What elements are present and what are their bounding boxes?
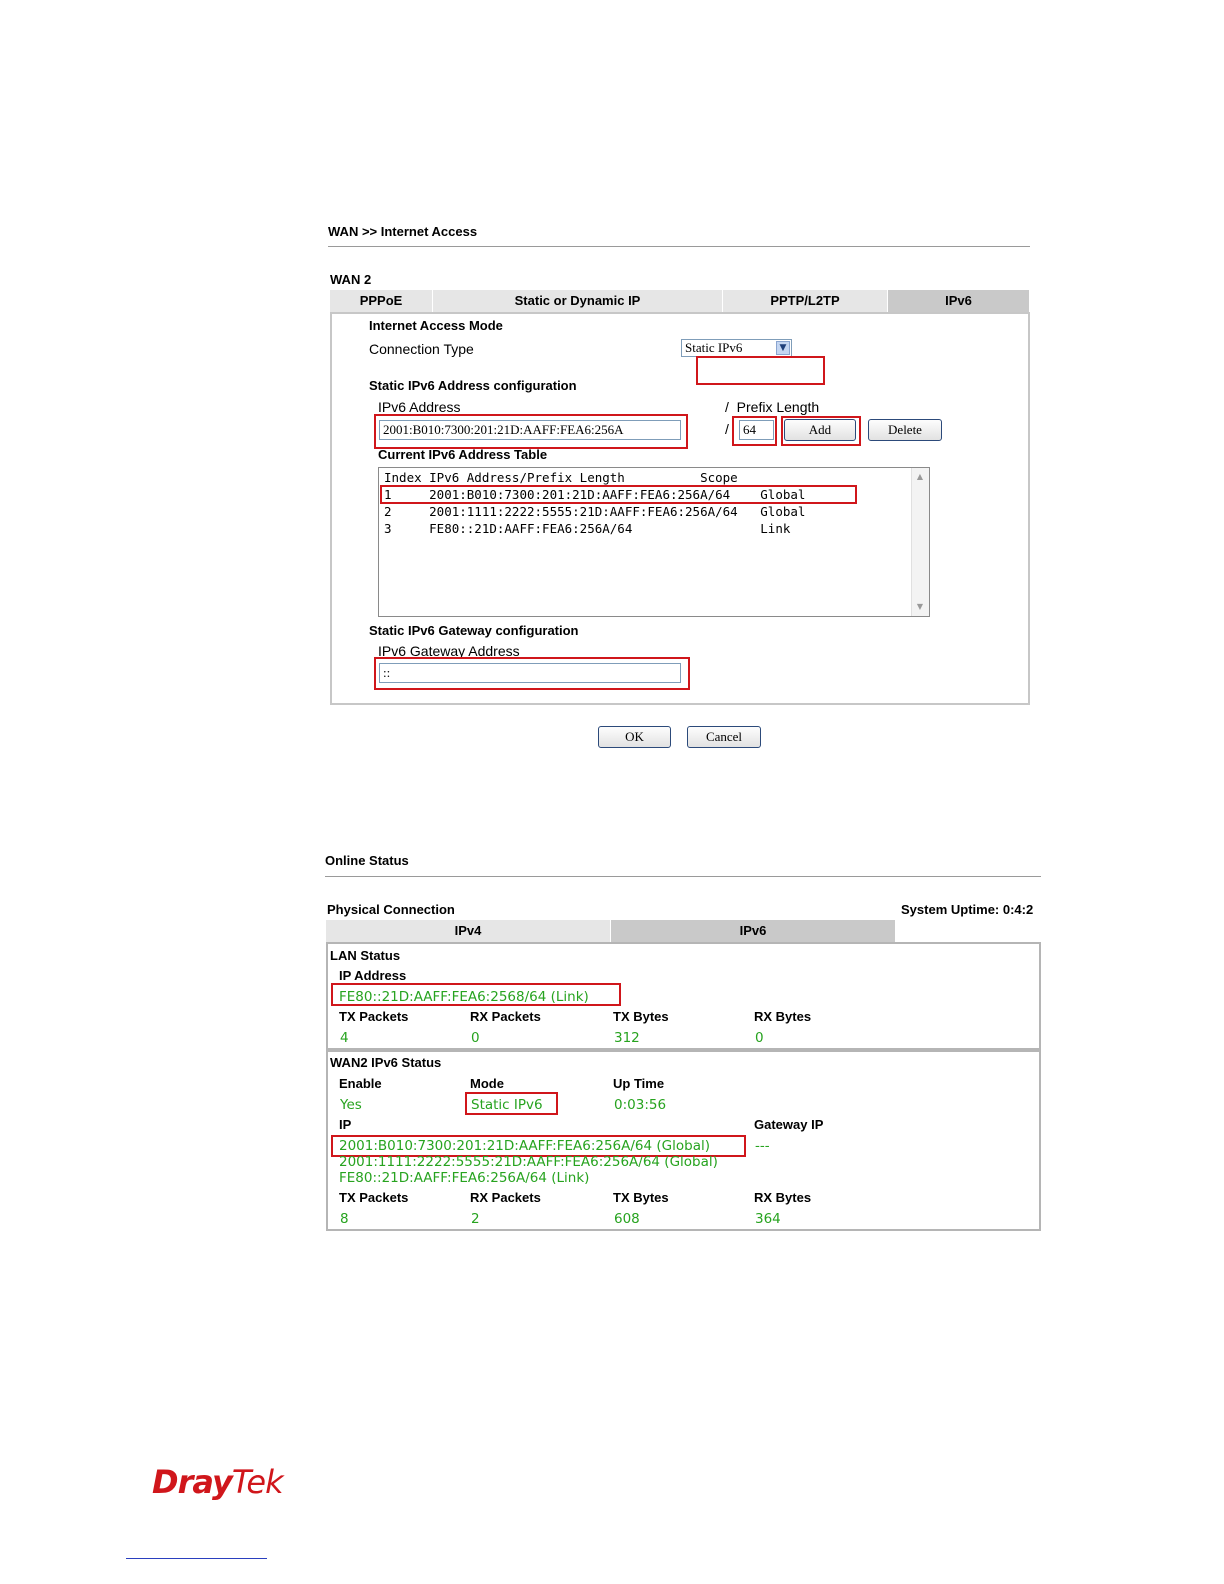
- internet-access-mode-heading: Internet Access Mode: [369, 318, 503, 333]
- status-tab-bar: [326, 920, 896, 942]
- wan2-ip-value: 2001:B010:7300:201:21D:AAFF:FEA6:256A/64 (Global): [339, 1138, 710, 1154]
- highlight-lan-ip: [331, 983, 621, 1006]
- address-table-heading: Current IPv6 Address Table: [378, 447, 548, 462]
- wan2-ip-value: FE80::21D:AAFF:FEA6:256A/64 (Link): [339, 1170, 590, 1186]
- divider: [328, 246, 1030, 247]
- section-title: WAN 2: [330, 272, 372, 287]
- wan2-gateway-label: Gateway IP: [754, 1117, 824, 1132]
- draytek-logo: [152, 1463, 283, 1501]
- scroll-down-icon[interactable]: ▼: [916, 602, 924, 611]
- lan-tx-bytes-label: TX Bytes: [613, 1009, 669, 1024]
- scroll-up-icon[interactable]: ▲: [916, 472, 924, 481]
- wan2-ip-value: 2001:1111:2222:5555:21D:AAFF:FEA6:256A/64 (Global): [339, 1154, 718, 1170]
- system-uptime: System Uptime: 0:4:2: [901, 902, 1034, 917]
- highlight-connection-type: [696, 356, 825, 385]
- chevron-down-icon: ▼: [776, 341, 790, 355]
- static-config-heading: Static IPv6 Address configuration: [369, 378, 577, 393]
- highlight-gateway-address: [374, 657, 690, 690]
- logo-tek: Tek: [231, 1463, 283, 1501]
- wan2-enable-label: Enable: [339, 1076, 382, 1091]
- lan-rx-packets-value: 0: [471, 1030, 480, 1046]
- ipv6-address-input[interactable]: 2001:B010:7300:201:21D:AAFF:FEA6:256A: [379, 420, 681, 440]
- wan2-rx-packets-label: RX Packets: [470, 1190, 541, 1205]
- delete-button[interactable]: Delete: [868, 419, 942, 441]
- lan-tx-bytes-value: 312: [614, 1030, 640, 1046]
- wan2-ip-label: IP: [339, 1117, 352, 1132]
- wan2-rx-bytes-label: RX Bytes: [754, 1190, 812, 1205]
- tab-ipv6[interactable]: IPv6: [888, 290, 1030, 312]
- table-row[interactable]: 1 2001:B010:7300:201:21D:AAFF:FEA6:256A/64 Global: [384, 487, 806, 502]
- highlight-prefix-length: [732, 416, 777, 446]
- cancel-button[interactable]: Cancel: [687, 726, 761, 748]
- lan-tx-packets-label: TX Packets: [339, 1009, 409, 1024]
- wan2-rx-packets-value: 2: [471, 1211, 480, 1227]
- prefix-length-label: / Prefix Length: [725, 399, 820, 415]
- lan-rx-bytes-value: 0: [755, 1030, 764, 1046]
- lan-ip-label: IP Address: [339, 968, 407, 983]
- connection-type-value: Static IPv6: [685, 340, 743, 355]
- tab-static-or-dynamic-ip[interactable]: Static or Dynamic IP: [433, 290, 723, 312]
- highlight-wan2-mode: [465, 1092, 558, 1115]
- wan2-tx-packets-label: TX Packets: [339, 1190, 409, 1205]
- wan-tab-bar: [330, 290, 1030, 312]
- lan-status-title: LAN Status: [330, 948, 401, 963]
- gateway-address-input[interactable]: ::: [379, 663, 681, 683]
- wan2-tx-bytes-value: 608: [614, 1211, 640, 1227]
- tab-ipv4[interactable]: IPv4: [326, 920, 611, 942]
- table-row[interactable]: 2 2001:1111:2222:5555:21D:AAFF:FEA6:256A/64 Global: [384, 504, 806, 519]
- divider: [325, 876, 1041, 877]
- tab-pptp-l2tp[interactable]: PPTP/L2TP: [723, 290, 888, 312]
- scrollbar[interactable]: [911, 468, 929, 616]
- highlight-table-row-1: [380, 485, 857, 504]
- wan2-enable-value: Yes: [340, 1097, 362, 1113]
- wan2-rx-bytes-value: 364: [755, 1211, 781, 1227]
- connection-type-label: Connection Type: [369, 341, 474, 357]
- table-row[interactable]: 3 FE80::21D:AAFF:FEA6:256A/64 Link: [384, 521, 791, 536]
- wan2-mode-label: Mode: [470, 1076, 504, 1091]
- online-status-title: Online Status: [325, 853, 409, 868]
- table-header: Index IPv6 Address/Prefix Length Scope: [384, 470, 738, 485]
- lan-rx-bytes-label: RX Bytes: [754, 1009, 812, 1024]
- wan2-tx-packets-value: 8: [340, 1211, 349, 1227]
- logo-dray: Dray: [152, 1463, 232, 1501]
- tab-ipv6[interactable]: IPv6: [611, 920, 896, 942]
- highlight-ipv6-address: [374, 414, 688, 449]
- highlight-add-button: [781, 416, 861, 446]
- wan2-mode-value: Static IPv6: [471, 1097, 543, 1113]
- lan-rx-packets-label: RX Packets: [470, 1009, 541, 1024]
- prefix-slash: /: [725, 421, 729, 437]
- lan-ip-value: FE80::21D:AAFF:FEA6:2568/64 (Link): [339, 989, 589, 1005]
- tab-pppoe[interactable]: PPPoE: [330, 290, 433, 312]
- physical-connection-label: Physical Connection: [327, 902, 455, 917]
- wan2-status-title: WAN2 IPv6 Status: [330, 1055, 442, 1070]
- wan2-gateway-value: ---: [755, 1138, 770, 1154]
- prefix-length-input[interactable]: 64: [739, 420, 774, 440]
- wan2-tx-bytes-label: TX Bytes: [613, 1190, 669, 1205]
- add-button[interactable]: Add: [784, 419, 856, 441]
- gateway-address-label: IPv6 Gateway Address: [378, 643, 520, 659]
- wan2-uptime-value: 0:03:56: [614, 1097, 667, 1113]
- lan-tx-packets-value: 4: [340, 1030, 349, 1046]
- ok-button[interactable]: OK: [598, 726, 671, 748]
- breadcrumb: WAN >> Internet Access: [328, 224, 478, 239]
- connection-type-select[interactable]: [681, 339, 792, 357]
- footer-rule: [126, 1558, 267, 1559]
- gateway-config-heading: Static IPv6 Gateway configuration: [369, 623, 579, 638]
- wan2-uptime-label: Up Time: [613, 1076, 665, 1091]
- ipv6-address-label: IPv6 Address: [378, 399, 461, 415]
